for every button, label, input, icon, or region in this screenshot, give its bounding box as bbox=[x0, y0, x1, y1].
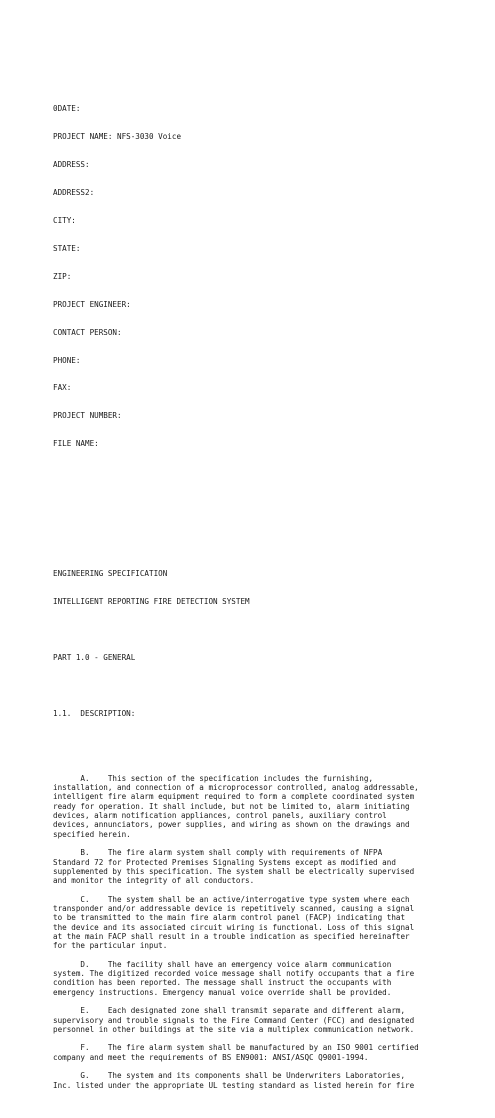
paragraph-line: G. The system and its components shall be Underwriters Laboratories, bbox=[53, 1071, 406, 1081]
paragraph-line: supplemented by this specification. The system shall be electrically supervised bbox=[53, 866, 415, 876]
paragraph-line: specified herein. bbox=[53, 829, 131, 839]
header-field: PROJECT NAME: NFS-3030 Voice bbox=[53, 132, 182, 142]
spec-paragraph bbox=[53, 895, 493, 951]
paragraph-line: D. The facility shall have an emergency voice alarm communication bbox=[53, 959, 392, 969]
paragraph-line: devices, alarm notification appliances, control panels, auxiliary control bbox=[53, 811, 387, 821]
spec-paragraph bbox=[53, 848, 493, 885]
paragraph-line: to be transmitted to the main fire alarm control panel (FACP) indicating that bbox=[53, 913, 406, 923]
paragraph-line: supervisory and trouble signals to the Fire Command Center (FCC) and designated bbox=[53, 1015, 415, 1025]
section-heading: 1.1. DESCRIPTION: bbox=[53, 708, 136, 718]
paragraph-line: E. Each designated zone shall transmit separate and different alarm, bbox=[53, 1006, 406, 1016]
spec-paragraph bbox=[53, 1006, 493, 1034]
header-field: 0DATE: bbox=[53, 104, 81, 114]
paragraph-line: F. The fire alarm system shall be manufactured by an ISO 9001 certified bbox=[53, 1043, 419, 1053]
header-field: PHONE: bbox=[53, 355, 81, 365]
header-field: ADDRESS: bbox=[53, 160, 90, 170]
spec-title: ENGINEERING SPECIFICATION bbox=[53, 569, 168, 579]
header-field: CITY: bbox=[53, 216, 76, 226]
header-field: ZIP: bbox=[53, 271, 72, 281]
spec-document-body bbox=[53, 58, 493, 1118]
spec-paragraphs bbox=[53, 774, 493, 1090]
header-field: PROJECT ENGINEER: bbox=[53, 299, 131, 309]
paragraph-line: Standard 72 for Protected Premises Signaling Systems except as modified and bbox=[53, 857, 396, 867]
paragraph-line: ready for operation. It shall include, but not be limited to, alarm initiating bbox=[53, 801, 410, 811]
paragraph-line: A. This section of the specification includes the furnishing, bbox=[53, 773, 374, 783]
paragraph-line: B. The fire alarm system shall comply with requirements of NFPA bbox=[53, 848, 383, 858]
spec-subtitle: INTELLIGENT REPORTING FIRE DETECTION SYSTEM bbox=[53, 597, 250, 607]
spec-paragraph bbox=[53, 1043, 493, 1062]
header-field: ADDRESS2: bbox=[53, 188, 95, 198]
paragraph-line: for the particular input. bbox=[53, 941, 168, 951]
project-header-block bbox=[53, 86, 493, 467]
spec-paragraph bbox=[53, 1071, 493, 1090]
header-field: FAX: bbox=[53, 383, 72, 393]
paragraph-line: devices, annunciators, power supplies, and wiring as shown on the drawings and bbox=[53, 820, 410, 830]
paragraph-line: and monitor the integrity of all conductors. bbox=[53, 876, 255, 886]
paragraph-line: C. The system shall be an active/interrogative type system where each bbox=[53, 894, 410, 904]
spec-paragraph bbox=[53, 774, 493, 839]
paragraph-line: personnel in other buildings at the site via a multiplex communication network. bbox=[53, 1024, 415, 1034]
paragraph-line: intelligent fire alarm equipment required to form a complete coordinated system bbox=[53, 792, 415, 802]
header-field: PROJECT NUMBER: bbox=[53, 411, 122, 421]
paragraph-line: emergency instructions. Emergency manual voice override shall be provided. bbox=[53, 987, 392, 997]
paragraph-line: company and meet the requirements of BS EN9001: ANSI/ASQC Q9001-1994. bbox=[53, 1052, 369, 1062]
paragraph-line: at the main FACP shall result in a trouble indication as specified hereinafter bbox=[53, 931, 410, 941]
header-field: FILE NAME: bbox=[53, 439, 99, 449]
paragraph-line: system. The digitized recorded voice message shall notify occupants that a fire bbox=[53, 969, 415, 979]
header-field: STATE: bbox=[53, 243, 81, 253]
paragraph-line: transponder and/or addressable device is repetitively scanned, causing a signal bbox=[53, 904, 415, 914]
paragraph-line: installation, and connection of a microprocessor controlled, analog addressable, bbox=[53, 783, 419, 793]
part-heading: PART 1.0 - GENERAL bbox=[53, 653, 136, 662]
spec-paragraph bbox=[53, 960, 493, 997]
paragraph-line: the device and its associated circuit wiring is functional. Loss of this signal bbox=[53, 922, 415, 932]
paragraph-line: Inc. listed under the appropriate UL testing standard as listed herein for fire bbox=[53, 1080, 415, 1090]
paragraph-line: condition has been reported. The message shall instruct the occupants with bbox=[53, 978, 392, 988]
header-field: CONTACT PERSON: bbox=[53, 327, 122, 337]
